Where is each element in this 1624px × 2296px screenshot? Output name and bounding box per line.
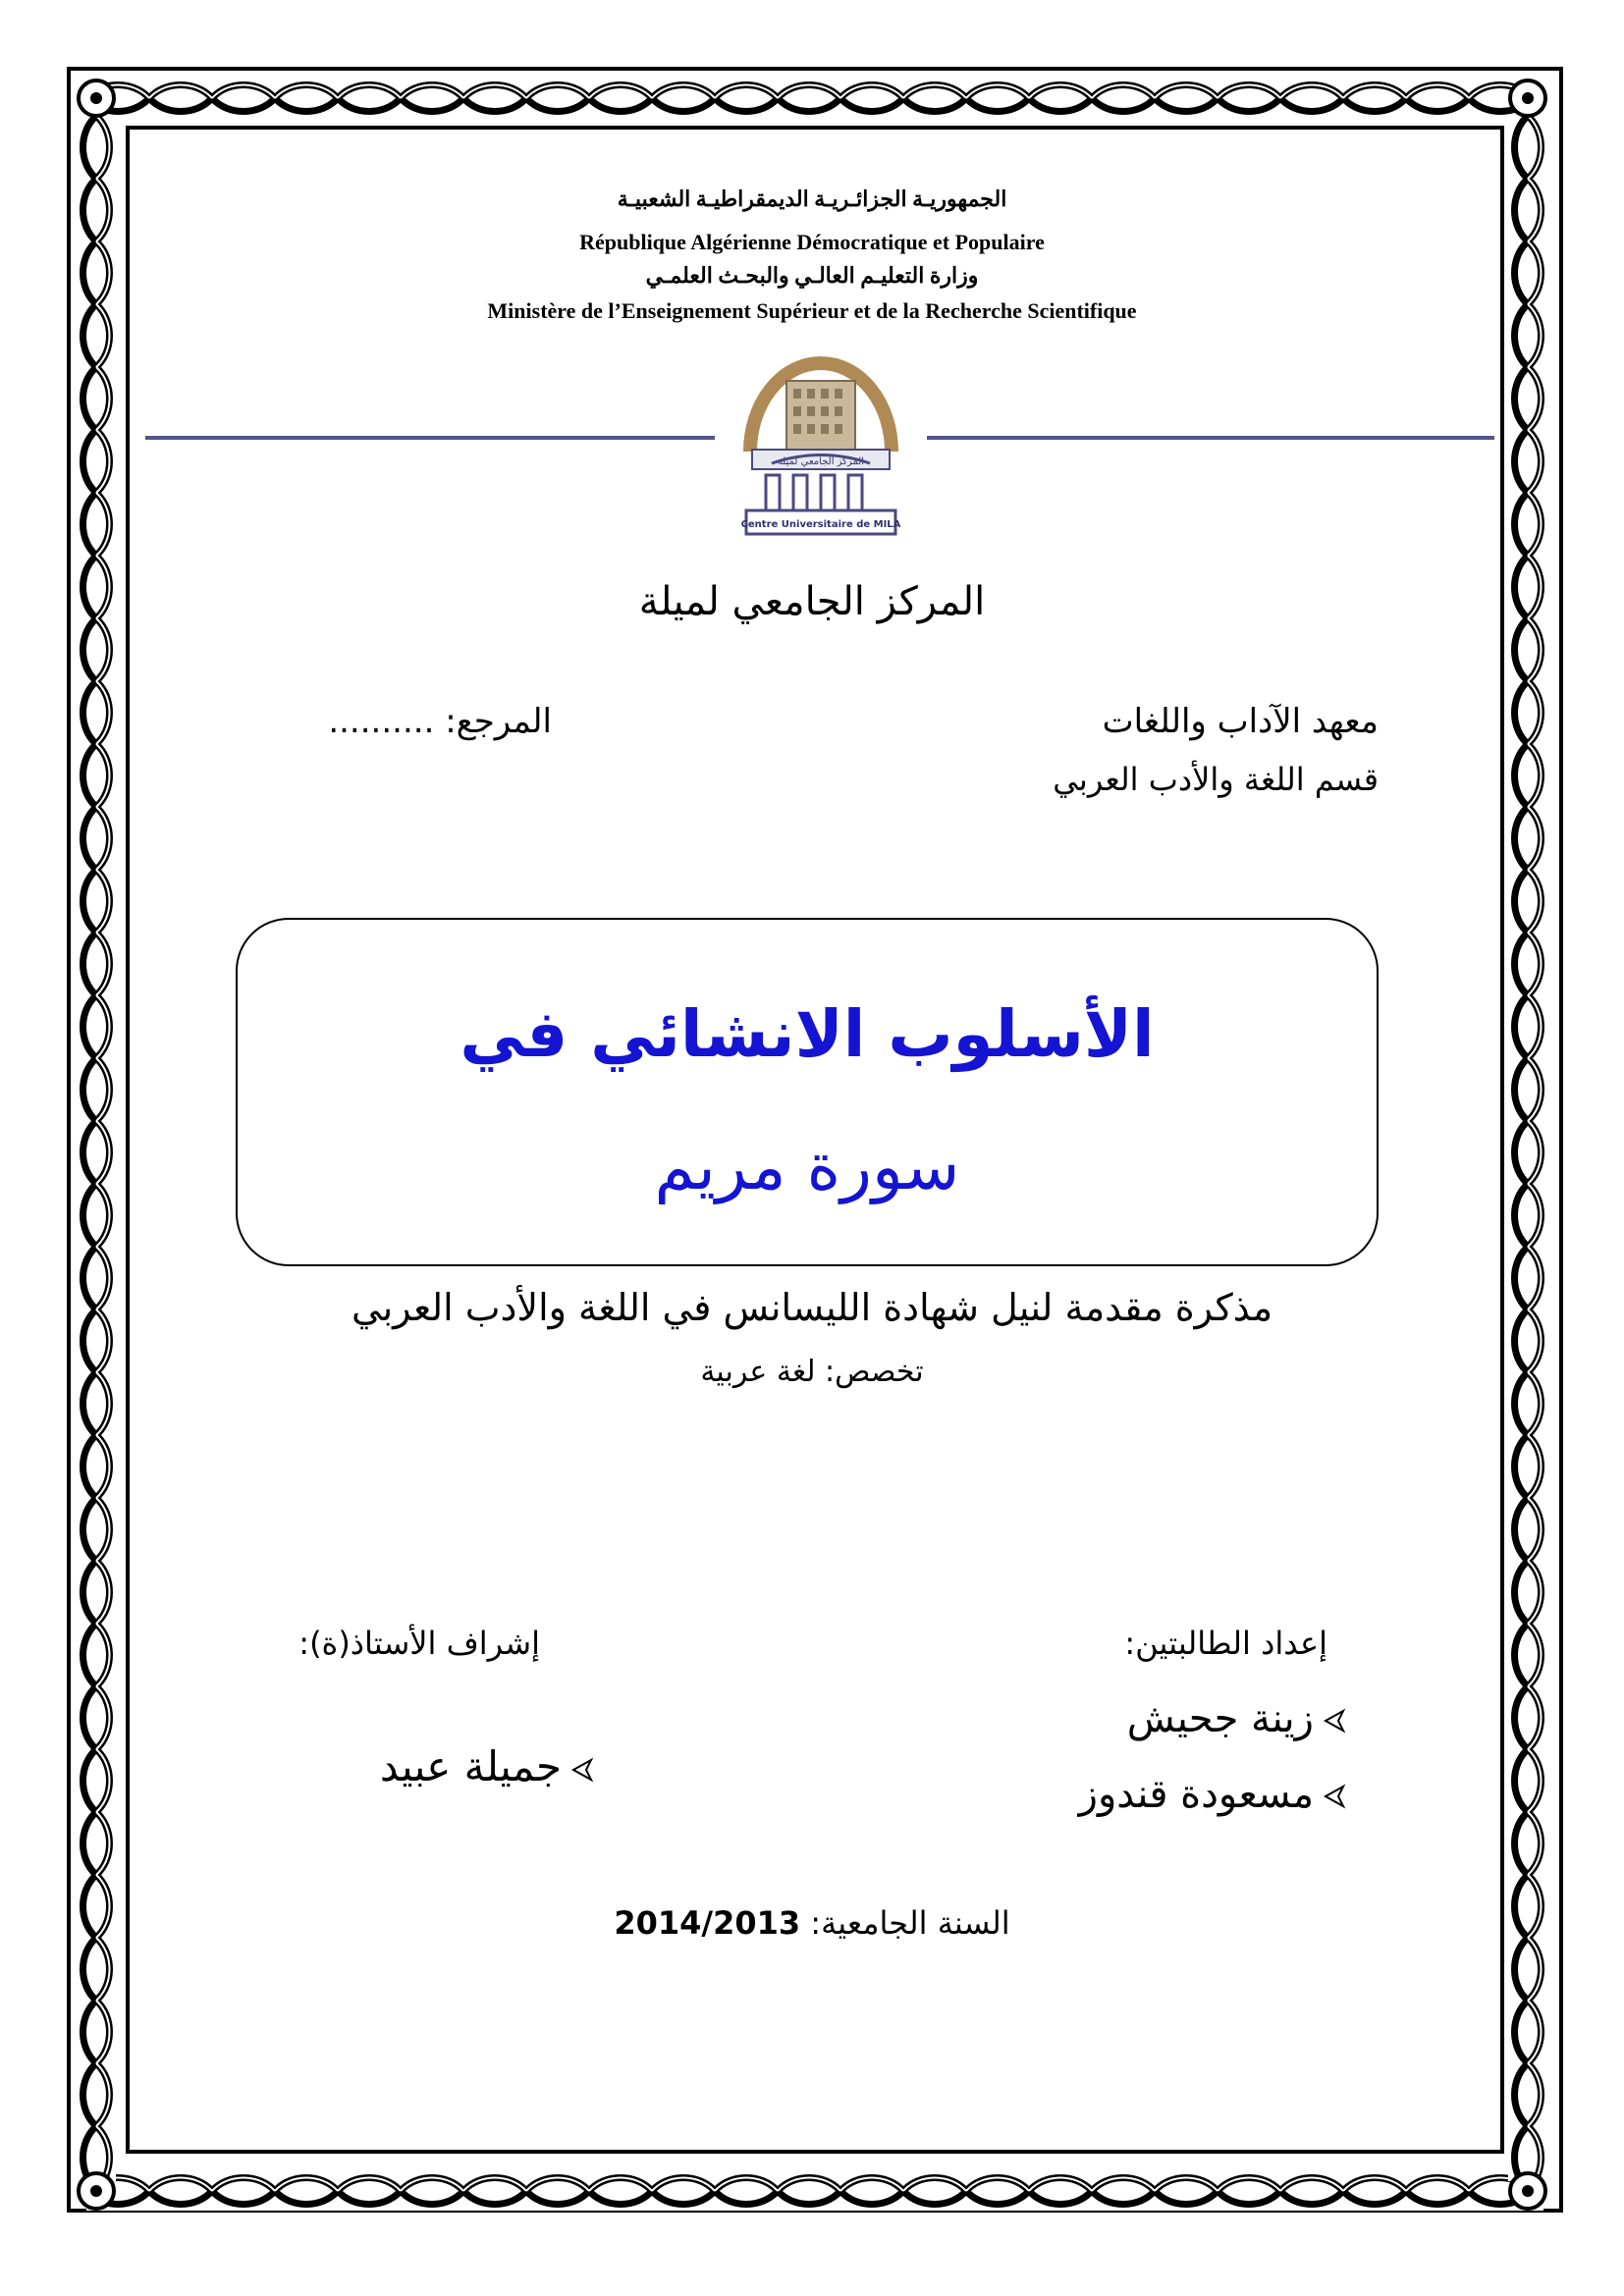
border-chain-bottom: [86, 2171, 1543, 2211]
student-name-1: زينة جحيش: [1126, 1696, 1314, 1741]
institution-name: المركز الجامعي لميلة: [638, 579, 986, 624]
title-box: [236, 918, 1379, 1266]
student-item: [1127, 1696, 1347, 1741]
arrow-bullet-icon: [1322, 1708, 1347, 1734]
supervisor-label: إشراف الأستاذ(ة):: [298, 1625, 540, 1662]
institute-name: معهد الآداب واللغات: [1102, 702, 1379, 741]
arrow-bullet-icon: [569, 1757, 595, 1783]
thesis-title-line1: الأسلوب الانشائي في: [460, 996, 1155, 1072]
logo-banner-text: المركز الجامعي لميلة: [777, 456, 865, 467]
logo-caption: Centre Universitaire de MILA: [740, 519, 901, 530]
thesis-title-line2: سورة مريم: [654, 1129, 960, 1204]
academic-year-label: السنة الجامعية:: [810, 1904, 1010, 1942]
academic-year-value: 2014/2013: [614, 1904, 801, 1942]
border-corner-bottom-left: [77, 2171, 116, 2211]
supervisor-item: [271, 1742, 595, 1790]
student-item: [1079, 1772, 1347, 1817]
border-chain-top: [86, 79, 1543, 118]
department-name: قسم اللغة والأدب العربي: [1053, 761, 1379, 798]
border-corner-top-right: [1508, 79, 1547, 118]
border-chain-right: [1508, 116, 1547, 2181]
university-logo: [732, 353, 909, 540]
border-chain-left: [77, 116, 116, 2181]
students-label: إعداد الطالبتين:: [1124, 1625, 1327, 1662]
academic-year: [0, 1904, 1624, 1942]
student-name-2: مسعودة قندوز: [1078, 1772, 1314, 1817]
ministry-arabic: وزارة التعليـم العالـي والبحـث العلمـي: [645, 263, 979, 288]
reference-field: المرجع: ..........: [328, 702, 552, 741]
divider-right: [927, 436, 1494, 440]
border-corner-top-left: [77, 79, 116, 118]
arrow-bullet-icon: [1322, 1784, 1347, 1809]
ministry-french: Ministère de l’Enseignement Supérieur et de la Recherche Scientifique: [487, 298, 1137, 323]
border-corner-bottom-right: [1508, 2171, 1547, 2211]
supervisor-name: جميلة عبيد: [379, 1742, 562, 1790]
specialty: تخصص: لغة عربية: [700, 1355, 924, 1389]
republic-french: République Algérienne Démocratique et Populaire: [579, 230, 1045, 254]
divider-left: [145, 436, 715, 440]
thesis-note: مذكرة مقدمة لنيل شهادة الليسانس في اللغة والأدب العربي: [351, 1286, 1273, 1329]
republic-arabic: الجمهوريـة الجزائـريـة الديمقراطيـة الشعبيـة: [617, 187, 1007, 211]
